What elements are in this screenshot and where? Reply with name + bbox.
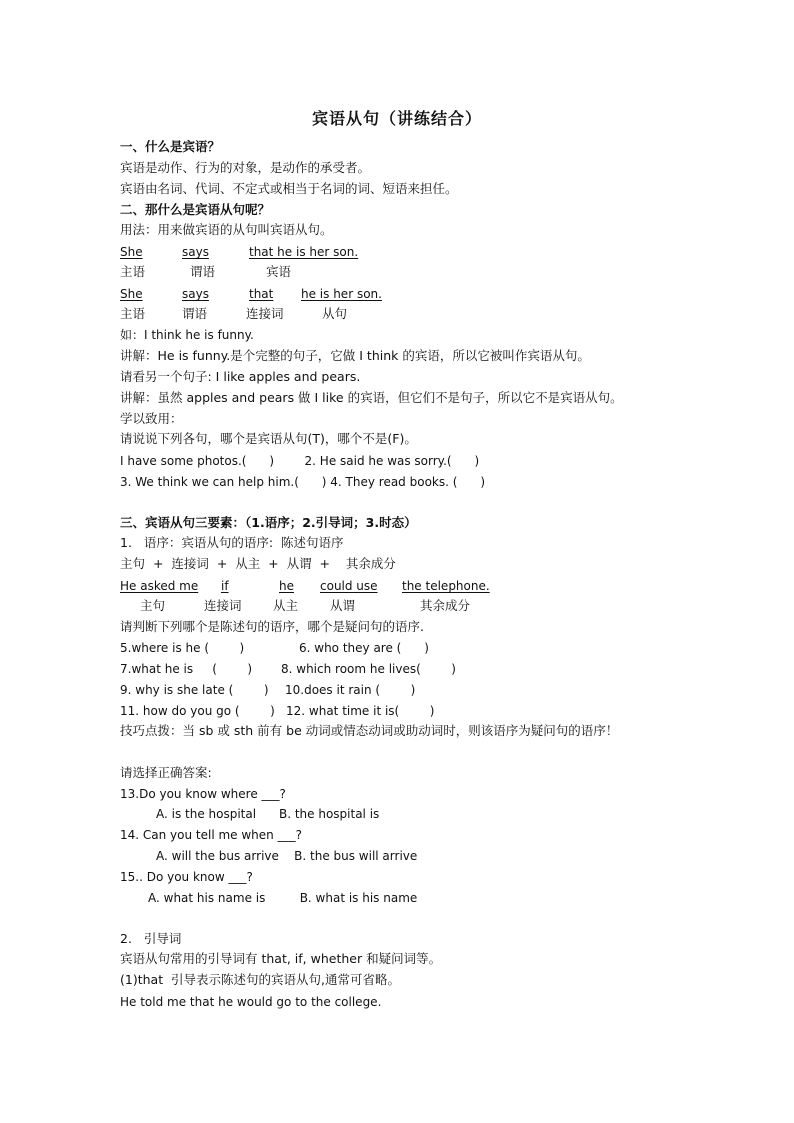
explanation-1: 讲解：He is funny.是个完整的句子，它做 I think 的宾语，所以它被叫作宾语从句。 xyxy=(120,348,590,363)
question-14: 14. Can you tell me when ___? xyxy=(120,828,302,842)
practice-questions-1: I have some photos.( ) 2. He said he was sorry.( ) xyxy=(120,454,480,468)
role-conjunction: 连接词 xyxy=(246,306,284,321)
page-title: 宾语从句（讲练结合） xyxy=(311,109,482,128)
word-order-title: 1. 语序：宾语从句的语序: 陈述句语序 xyxy=(120,535,344,550)
judge-item-6: 6. who they are ( ) xyxy=(299,641,429,655)
that-example: He told me that he would go to the college. xyxy=(120,995,382,1009)
role-rest: 其余成分 xyxy=(420,598,471,613)
usage-text: 用法：用来做宾语的从句叫宾语从句。 xyxy=(120,222,333,237)
order-example-roles xyxy=(120,598,520,615)
another-sentence: 请看另一个句子: I like apples and pears. xyxy=(120,369,361,384)
section1-heading: 一、什么是宾语？ xyxy=(120,139,221,154)
role-clause: 从句 xyxy=(322,306,348,321)
example2-roles xyxy=(120,306,520,323)
ex1-object: that he is her son. xyxy=(249,245,359,259)
ex1-subject: She xyxy=(120,245,143,259)
judge-row-1 xyxy=(120,640,520,656)
question-13-options: A. is the hospital B. the hospital is xyxy=(156,807,380,821)
judge-row-4 xyxy=(120,703,520,719)
word-order-formula: 主句 + 连接词 + 从主 + 从谓 + 其余成分 xyxy=(120,556,396,571)
example2-words xyxy=(120,286,520,302)
example1-words xyxy=(120,244,520,260)
judge-item-5: 5.where is he ( ) xyxy=(120,641,245,655)
role-subject: 主语 xyxy=(120,306,146,321)
role-main: 主句 xyxy=(140,598,166,613)
order-rest: the telephone. xyxy=(402,579,490,593)
judge-item-9: 9. why is she late ( ) xyxy=(120,683,269,697)
order-connector: if xyxy=(221,579,229,593)
order-sub-subject: he xyxy=(279,579,294,593)
role-sub-verb: 从谓 xyxy=(330,598,356,613)
role-connector: 连接词 xyxy=(204,598,242,613)
section2-heading: 二、那什么是宾语从句呢？ xyxy=(120,202,271,217)
judge-item-8: 8. which room he lives( ) xyxy=(281,662,456,676)
ex2-subject: She xyxy=(120,287,143,301)
judge-row-2 xyxy=(120,661,520,677)
question-15-options: A. what his name is B. what is his name xyxy=(148,891,418,905)
question-13: 13.Do you know where ___? xyxy=(120,787,286,801)
question-15: 15.. Do you know ___? xyxy=(120,870,253,884)
role-subject: 主语 xyxy=(120,264,146,279)
practice-heading: 学以致用： xyxy=(120,411,183,426)
ex2-clause: he is her son. xyxy=(301,287,382,301)
role-verb: 谓语 xyxy=(182,306,208,321)
example-sentence: 如：I think he is funny. xyxy=(120,328,254,342)
judge-item-10: 10.does it rain ( ) xyxy=(285,683,416,697)
role-object: 宾语 xyxy=(266,264,292,279)
section3-heading: 三、宾语从句三要素：（1.语序；2.引导词；3.时态） xyxy=(120,515,417,530)
that-rule: (1)that 引导表示陈述句的宾语从句,通常可省略。 xyxy=(120,972,401,987)
judge-row-3 xyxy=(120,682,520,698)
example1-roles xyxy=(120,264,520,281)
object-definition: 宾语是动作、行为的对象，是动作的承受者。 xyxy=(120,160,371,175)
ex1-verb: says xyxy=(182,245,209,259)
ex2-conjunction: that xyxy=(249,287,274,301)
order-example-words xyxy=(120,578,520,594)
technique-tip: 技巧点拨：当 sb 或 sth 前有 be 动词或情态动词或助动词时，则该语序为疑问句的语序！ xyxy=(120,723,619,738)
guide-word-description: 宾语从句常用的引导词有 that, if, whether 和疑问词等。 xyxy=(120,951,442,966)
role-verb: 谓语 xyxy=(190,264,216,279)
practice-questions-2: 3. We think we can help him.( ) 4. They read books. ( ) xyxy=(120,475,485,489)
ex2-verb: says xyxy=(182,287,209,301)
judge-item-7: 7.what he is ( ) xyxy=(120,662,253,676)
choose-heading: 请选择正确答案: xyxy=(120,765,212,780)
judge-item-11: 11. how do you go ( ) xyxy=(120,704,275,718)
explanation-2: 讲解：虽然 apples and pears 做 I like 的宾语，但它们不是句子，所以它不是宾语从句。 xyxy=(120,390,623,405)
question-14-options: A. will the bus arrive B. the bus will arrive xyxy=(156,849,418,863)
order-sub-verb: could use xyxy=(320,579,378,593)
judge-item-12: 12. what time it is( ) xyxy=(286,704,435,718)
order-main-clause: He asked me xyxy=(120,579,199,593)
judge-instruction: 请判断下列哪个是陈述句的语序，哪个是疑问句的语序. xyxy=(120,619,424,634)
role-sub-subject: 从主 xyxy=(273,598,299,613)
practice-instruction: 请说说下列各句，哪个是宾语从句(T)，哪个不是(F)。 xyxy=(120,431,417,446)
object-composition: 宾语由名词、代词、不定式或相当于名词的词、短语来担任。 xyxy=(120,181,458,196)
guide-word-title: 2. 引导词 xyxy=(120,931,182,946)
